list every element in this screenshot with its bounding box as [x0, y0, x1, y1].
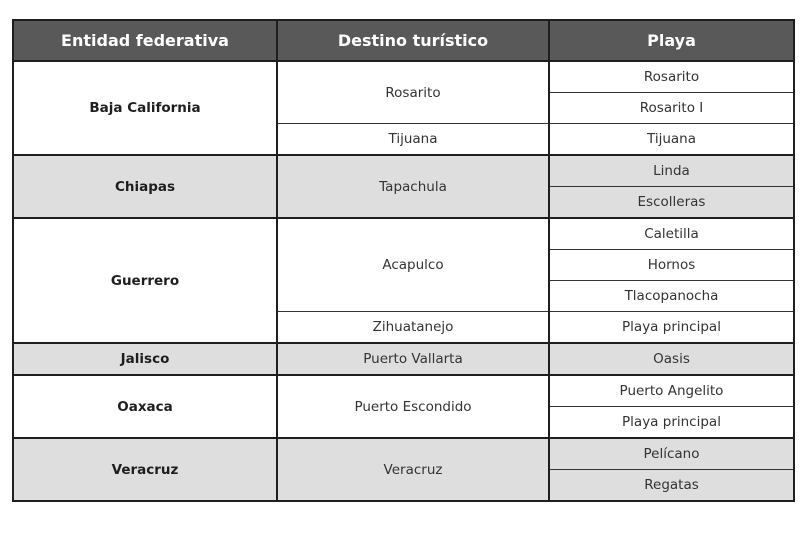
state-cell: Baja California: [13, 61, 277, 155]
destination-cell: Acapulco: [277, 218, 549, 312]
table-row: [13, 61, 794, 93]
table-row: [13, 155, 794, 187]
state-group: [13, 375, 794, 438]
destination-cell: Tapachula: [277, 155, 549, 218]
beach-cell: Rosarito: [549, 61, 794, 93]
header-entidad-federativa: Entidad federativa: [13, 20, 277, 61]
beaches-table: [12, 19, 795, 502]
table-row: [13, 218, 794, 250]
header-destino-turistico: Destino turístico: [277, 20, 549, 61]
state-cell: Guerrero: [13, 218, 277, 343]
beach-cell: Playa principal: [549, 407, 794, 439]
state-cell: Chiapas: [13, 155, 277, 218]
table-row: [13, 375, 794, 407]
table-row: [13, 438, 794, 470]
beach-cell: Caletilla: [549, 218, 794, 250]
destination-cell: Tijuana: [277, 124, 549, 156]
state-cell: Veracruz: [13, 438, 277, 501]
table-row: [13, 343, 794, 375]
state-cell: Oaxaca: [13, 375, 277, 438]
state-group: [13, 61, 794, 155]
header-row: [13, 20, 794, 61]
beach-cell: Rosarito I: [549, 93, 794, 124]
table-header: [13, 20, 794, 61]
destination-cell: Veracruz: [277, 438, 549, 501]
destination-cell: Puerto Escondido: [277, 375, 549, 438]
beach-cell: Escolleras: [549, 187, 794, 219]
header-playa: Playa: [549, 20, 794, 61]
state-group: [13, 155, 794, 218]
beach-cell: Linda: [549, 155, 794, 187]
destination-cell: Puerto Vallarta: [277, 343, 549, 375]
destination-cell: Rosarito: [277, 61, 549, 124]
state-cell: Jalisco: [13, 343, 277, 375]
beach-cell: Hornos: [549, 250, 794, 281]
state-group: [13, 343, 794, 375]
beach-cell: Playa principal: [549, 312, 794, 344]
beach-cell: Regatas: [549, 470, 794, 502]
beach-cell: Puerto Angelito: [549, 375, 794, 407]
beach-cell: Tlacopanocha: [549, 281, 794, 312]
destination-cell: Zihuatanejo: [277, 312, 549, 344]
beach-cell: Oasis: [549, 343, 794, 375]
beach-cell: Tijuana: [549, 124, 794, 156]
state-group: [13, 218, 794, 343]
beach-cell: Pelícano: [549, 438, 794, 470]
state-group: [13, 438, 794, 501]
